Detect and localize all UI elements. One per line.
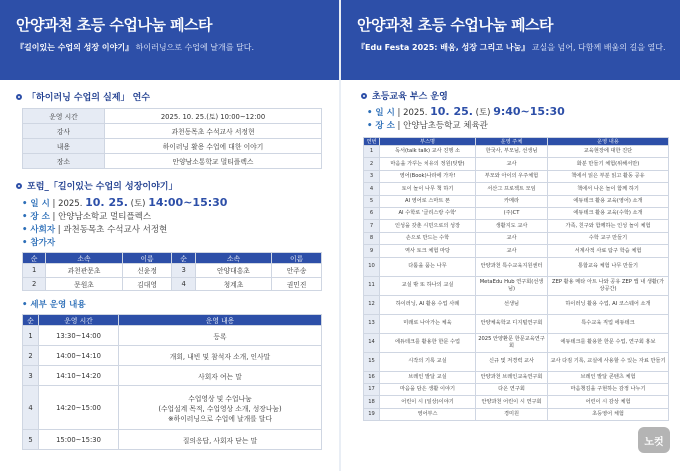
left-subtitle-rest: 하이러닝으로 수업에 날개를 달다.	[133, 43, 254, 52]
booth-cell: 5	[364, 195, 380, 207]
booth-table	[363, 137, 669, 421]
section-training-title: 「하이러닝 수업의 실제」 연수	[27, 93, 151, 103]
booth-cell: 안양과천 브레인교육연구회	[476, 371, 548, 383]
schedule-cell: 등록	[119, 326, 322, 346]
forum-place-label: 장 소	[30, 212, 50, 222]
booth-row	[364, 195, 669, 207]
booth-cell: 마음챙김을 구현하는 감정 나누기	[548, 383, 669, 395]
schedule-cell: 14:00~14:10	[39, 346, 119, 366]
booth-cell: 다툼을 품는 나무	[380, 257, 476, 276]
booth-cell: 12	[364, 295, 380, 314]
booth-cell: 14	[364, 333, 380, 352]
participants-header: 순	[23, 253, 46, 264]
participant-cell: 안주송	[272, 264, 322, 278]
forum-host: • 사회자 | 과천동목초 수석교사 서정현	[22, 225, 168, 235]
booth-cell: 인성을 갖춘 시민으로의 성장	[380, 220, 476, 232]
booth-cell: 10	[364, 257, 380, 276]
booth-cell: 선생님	[476, 295, 548, 314]
booth-cell: 서계사적 사료 탐구 학습 체험	[548, 245, 669, 257]
participant-cell: 김대영	[122, 277, 172, 291]
booth-place: • 장 소 | 안양남초등학교 체육관	[367, 121, 488, 131]
booth-row	[364, 396, 669, 408]
left-page	[0, 0, 339, 471]
schedule-row	[23, 326, 322, 346]
section-training	[16, 90, 339, 103]
info-row	[23, 154, 322, 169]
schedule-cell: 수업영상 및 수업나눔 (수업설계 목적, 수업영상 소개, 성장나눔) ※하이러닝으로 수업에 날개를 달다	[119, 386, 322, 430]
booth-date-day: 10. 25.	[430, 105, 473, 118]
section-bullet-icon	[16, 183, 22, 189]
info-row	[23, 109, 322, 124]
booth-row	[364, 408, 669, 420]
participants-table	[22, 252, 322, 291]
booth-date-weekday: (토)	[472, 108, 494, 118]
participant-row	[23, 277, 322, 291]
participant-cell: 신윤정	[122, 264, 172, 278]
booth-date-label: 일 시	[375, 108, 395, 118]
booth-row	[364, 146, 669, 158]
booth-cell: 하이러닝, AI 활용 수업 사례	[380, 295, 476, 314]
forum-date-time: 14:00~15:30	[148, 196, 228, 209]
booth-cell: 수학 교구 만들기	[548, 232, 669, 244]
participants-header: 이름	[122, 253, 172, 264]
right-header	[341, 0, 680, 80]
schedule-cell: 14:20~15:00	[39, 386, 119, 430]
participant-cell: 3	[172, 264, 195, 278]
booth-cell: 안양과천 특수교육지원센터	[476, 257, 548, 276]
booth-row	[364, 352, 669, 371]
booth-cell: 마음을 담은 생활 이야기	[380, 383, 476, 395]
forum-place-value: 안양남소학교 멀티플렉스	[58, 212, 152, 222]
booth-cell: 교사	[476, 158, 548, 170]
booth-header: 운영 내용	[548, 138, 669, 146]
booth-cell: 에듀테크를 활용한 한문 수업, 연구회 홍보	[548, 333, 669, 352]
booth-cell: 어린이 시 감상 체험	[548, 396, 669, 408]
booth-cell: 마음을 가꾸는 치유의 정원(텃밭)	[380, 158, 476, 170]
right-title: 안양과천 초등 수업나눔 페스타	[357, 16, 554, 34]
schedule-row	[23, 430, 322, 450]
info-row	[23, 124, 322, 139]
booth-cell: 한국사, 부모님, 선생님	[476, 146, 548, 158]
booth-cell: ZEP 활용 메타 아트 나와 공유 ZEP 앱 내 생활(가상공간)	[548, 276, 669, 295]
booth-cell: 역사 토크 체험 마당	[380, 245, 476, 257]
detail-schedule-table	[22, 314, 322, 450]
schedule-row	[23, 386, 322, 430]
participant-cell: 2	[23, 277, 46, 291]
forum-host-value: 과천동목초 수석교사 서정현	[63, 225, 168, 235]
detail-heading: • 세부 운영 내용	[22, 300, 86, 311]
booth-cell: 8	[364, 232, 380, 244]
booth-cell: 15	[364, 352, 380, 371]
forum-place: • 장 소 | 안양남소학교 멀티플렉스	[22, 212, 152, 222]
info-key: 장소	[23, 154, 105, 169]
participants-title: 참가자	[30, 238, 56, 248]
schedule-cell: 4	[23, 386, 39, 430]
info-row	[23, 139, 322, 154]
booth-cell: 4	[364, 183, 380, 195]
section-booth	[361, 89, 680, 102]
schedule-row	[23, 346, 322, 366]
booth-cell: AI 수학로 '글리스랑 수학'	[380, 207, 476, 219]
participant-cell: 권민진	[272, 277, 322, 291]
booth-cell: 18	[364, 396, 380, 408]
booth-cell: 2	[364, 158, 380, 170]
participant-cell: 4	[172, 277, 195, 291]
schedule-cell: 15:00~15:30	[39, 430, 119, 450]
booth-cell: 브레인 발달 콘텐츠 체험	[548, 371, 669, 383]
forum-date: • 일 시 | 2025. 10. 25. (토) 14:00~15:30	[22, 196, 228, 209]
booth-cell: 시작의 기록 교실	[380, 352, 476, 371]
participant-cell: 청계초	[195, 277, 271, 291]
info-value: 하이러닝 활용 수업에 대한 이야기	[105, 139, 322, 154]
booth-cell: 에듀테크를 활용한 한문 수업	[380, 333, 476, 352]
booth-cell: 교육현장에 대한 진단	[548, 146, 669, 158]
booth-cell: 어린이 시 (일상)이야기	[380, 396, 476, 408]
booth-row	[364, 207, 669, 219]
participant-cell: 문원초	[46, 277, 122, 291]
booth-cell: 손으로 만드는 수학	[380, 232, 476, 244]
right-subtitle	[357, 42, 664, 53]
booth-row	[364, 158, 669, 170]
left-subtitle	[16, 42, 323, 53]
info-key: 운영 시간	[23, 109, 105, 124]
booth-cell: 독서(talk talk) 교사 진행 소	[380, 146, 476, 158]
booth-cell: 에듀테크 활용 교육(영어) 소개	[548, 195, 669, 207]
info-value: 2025. 10. 25.(토) 10:00~12:00	[105, 109, 322, 124]
booth-cell: MetaEdu Hub 연구회(선생님)	[476, 276, 548, 295]
detail-header: 운영 시간	[39, 315, 119, 326]
booth-cell: AI 영어로 스마트 폰	[380, 195, 476, 207]
participants-header: 소속	[46, 253, 122, 264]
booth-row	[364, 183, 669, 195]
forum-date-weekday: (토)	[127, 199, 149, 209]
booth-cell: 영어부스	[380, 408, 476, 420]
booth-cell: 다온 연구회	[476, 383, 548, 395]
booth-row	[364, 276, 669, 295]
booth-cell: 미래로 나아가는 체육	[380, 314, 476, 333]
booth-row	[364, 333, 669, 352]
watermark-badge: 노컷	[636, 425, 672, 455]
booth-cell: 9	[364, 245, 380, 257]
booth-place-value: 안양남초등학교 체육관	[403, 121, 488, 131]
participant-cell: 과천관문초	[46, 264, 122, 278]
booth-cell: 안양체육학교 디지털연구회	[476, 314, 548, 333]
schedule-cell: 사회자 여는 말	[119, 366, 322, 386]
booth-cell: 교사	[476, 232, 548, 244]
booth-cell: 에듀테크 활용 교육(수학) 소개	[548, 207, 669, 219]
schedule-cell: 3	[23, 366, 39, 386]
forum-date-day: 10. 25.	[85, 196, 128, 209]
schedule-cell: 5	[23, 430, 39, 450]
forum-date-label: 일 시	[30, 199, 50, 209]
right-subtitle-quote: 『Edu Festa 2025: 배움, 성장 그리고 나눔』	[357, 43, 530, 52]
participants-heading: • 참가자	[22, 238, 56, 248]
left-subtitle-quote: 『길이있는 수업의 성장 이야기』	[16, 43, 134, 52]
booth-row	[364, 220, 669, 232]
participant-cell: 1	[23, 264, 46, 278]
booth-cell: 서산그 프로젝트 모임	[476, 183, 548, 195]
info-value: 과천동목초 수석교사 서정현	[105, 124, 322, 139]
booth-cell: 부모와 아이의 우주체험	[476, 170, 548, 182]
detail-header: 운영 내용	[119, 315, 322, 326]
booth-cell: 브레인 발달 교실	[380, 371, 476, 383]
booth-place-label: 장 소	[375, 121, 395, 131]
training-info-table	[22, 108, 322, 169]
info-value: 안양남소통학교 멀티플렉스	[105, 154, 322, 169]
booth-cell: 책에서 읽은 부분 읽고 활동 공유	[548, 170, 669, 182]
section-booth-title: 초등교육 부스 운영	[372, 92, 448, 102]
participants-header: 순	[172, 253, 195, 264]
booth-row	[364, 295, 669, 314]
booth-cell: 19	[364, 408, 380, 420]
info-key: 강사	[23, 124, 105, 139]
booth-header: 연번	[364, 138, 380, 146]
booth-header: 부스명	[380, 138, 476, 146]
forum-date-year: 2025.	[58, 199, 86, 209]
section-forum	[16, 179, 339, 192]
booth-cell: 가족, 친구와 함께하는 인성 놀이 체험	[548, 220, 669, 232]
booth-row	[364, 383, 669, 395]
right-page	[341, 0, 680, 471]
schedule-cell: 14:10~14:20	[39, 366, 119, 386]
booth-date: • 일 시 | 2025. 10. 25. (토) 9:40~15:30	[367, 105, 565, 118]
booth-cell: 17	[364, 383, 380, 395]
participants-header: 소속	[195, 253, 271, 264]
booth-cell: (주)CT	[476, 207, 548, 219]
booth-cell: 특수교육 직업 에듀테크	[548, 314, 669, 333]
schedule-cell: 질의응답, 사회자 닫는 말	[119, 430, 322, 450]
detail-header: 순	[23, 315, 39, 326]
forum-host-label: 사회자	[30, 225, 56, 235]
booth-cell: 6	[364, 207, 380, 219]
booth-cell: 통합교육 체험 나무 만들기	[548, 257, 669, 276]
booth-cell: 토이 놀이 나무 책 하기	[380, 183, 476, 195]
booth-cell: 교사 다짐 기록, 교실에 사용할 수 있는 자료 만들기	[548, 352, 669, 371]
booth-cell: 생활지도 교사	[476, 220, 548, 232]
booth-row	[364, 371, 669, 383]
section-bullet-icon	[361, 93, 367, 99]
section-bullet-icon	[16, 94, 22, 100]
booth-cell: 신규 및 저경력 교사	[476, 352, 548, 371]
booth-date-year: 2025.	[403, 108, 431, 118]
booth-row	[364, 314, 669, 333]
booth-cell: 13	[364, 314, 380, 333]
booth-cell: 16	[364, 371, 380, 383]
booth-cell: 11	[364, 276, 380, 295]
booth-cell: 영어(Book)나라에 가자!	[380, 170, 476, 182]
booth-cell: 3	[364, 170, 380, 182]
booth-cell: 경미원	[476, 408, 548, 420]
participant-row	[23, 264, 322, 278]
schedule-cell: 1	[23, 326, 39, 346]
section-forum-title: 포럼_「길이있는 수업의 성장이야기」	[27, 182, 178, 192]
booth-cell: 7	[364, 220, 380, 232]
booth-cell: 2025 안양환문 한문교육연구회	[476, 333, 548, 352]
left-header	[0, 0, 339, 80]
booth-cell: 책에서 나온 놀이 함께 하기	[548, 183, 669, 195]
booth-cell: 초등영어 체험	[548, 408, 669, 420]
schedule-cell: 개회, 내빈 및 참석자 소개, 인사말	[119, 346, 322, 366]
booth-cell: 1	[364, 146, 380, 158]
booth-cell: 교실 밖 또 하나의 교실	[380, 276, 476, 295]
booth-cell: 하이러닝 활용 수업, AI 코스웨어 소개	[548, 295, 669, 314]
schedule-cell: 2	[23, 346, 39, 366]
booth-row	[364, 170, 669, 182]
info-key: 내용	[23, 139, 105, 154]
left-title: 안양과천 초등 수업나눔 페스타	[16, 16, 213, 34]
participant-cell: 안양대흥초	[195, 264, 271, 278]
booth-row	[364, 245, 669, 257]
participants-header: 이름	[272, 253, 322, 264]
schedule-row	[23, 366, 322, 386]
right-subtitle-rest: 교실을 넘어, 다함께 배움의 길을 열다.	[529, 43, 666, 52]
booth-date-time: 9:40~15:30	[493, 105, 565, 118]
booth-cell: 안양과천 어린이 시 연구회	[476, 396, 548, 408]
booth-cell: 교사	[476, 245, 548, 257]
booth-row	[364, 232, 669, 244]
booth-row	[364, 257, 669, 276]
booth-cell: 카메라	[476, 195, 548, 207]
schedule-cell: 13:30~14:00	[39, 326, 119, 346]
booth-header: 운영 주체	[476, 138, 548, 146]
detail-title: 세부 운영 내용	[30, 300, 86, 311]
booth-cell: 화분 만들기 체험(위해서만)	[548, 158, 669, 170]
